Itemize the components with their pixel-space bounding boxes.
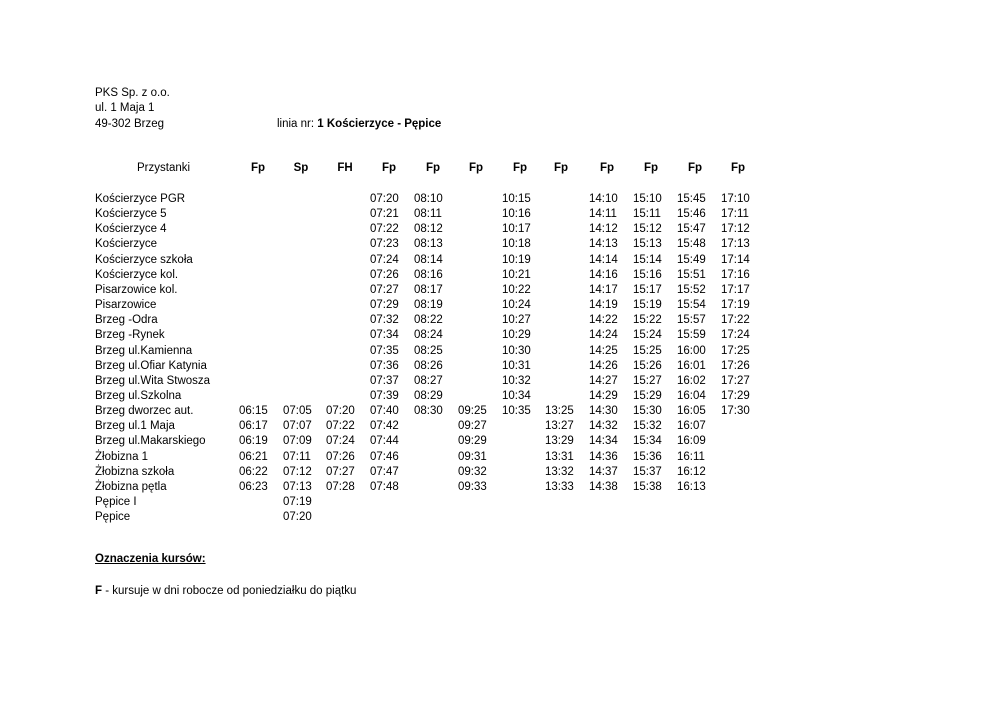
stop-name: Brzeg ul.Ofiar Katynia xyxy=(95,360,207,372)
departure-time: 15:10 xyxy=(633,193,662,205)
departure-time: 10:32 xyxy=(502,375,531,387)
stop-name: Brzeg ul.Kamienna xyxy=(95,345,193,357)
departure-time: 07:20 xyxy=(370,193,399,205)
departure-time: 10:31 xyxy=(502,360,531,372)
line-label xyxy=(277,117,441,132)
departure-time: 15:51 xyxy=(677,269,706,281)
column-header: Fp xyxy=(250,162,266,174)
departure-time: 14:17 xyxy=(589,284,618,296)
departure-time: 15:45 xyxy=(677,193,706,205)
departure-time: 08:24 xyxy=(414,329,443,341)
departure-time: 10:22 xyxy=(502,284,531,296)
departure-time: 13:32 xyxy=(545,466,574,478)
departure-time: 08:26 xyxy=(414,360,443,372)
departure-time: 16:12 xyxy=(677,466,706,478)
departure-time: 17:11 xyxy=(721,208,749,220)
departure-time: 09:25 xyxy=(458,405,487,417)
departure-time: 10:18 xyxy=(502,238,531,250)
departure-time: 07:37 xyxy=(370,375,399,387)
line-name: 1 Kościerzyce - Pępice xyxy=(317,118,442,130)
stop-name: Żłobizna szkoła xyxy=(95,466,175,478)
stop-name: Pisarzowice xyxy=(95,299,157,311)
column-header: Fp xyxy=(687,162,703,174)
departure-time: 15:27 xyxy=(633,375,662,387)
departure-time: 07:11 xyxy=(283,451,311,463)
departure-time: 07:20 xyxy=(326,405,355,417)
departure-time: 10:24 xyxy=(502,299,531,311)
departure-time: 14:38 xyxy=(589,481,618,493)
departure-time: 09:33 xyxy=(458,481,487,493)
departure-time: 07:28 xyxy=(326,481,355,493)
departure-time: 15:24 xyxy=(633,329,662,341)
departure-time: 15:49 xyxy=(677,254,706,266)
departure-time: 17:10 xyxy=(721,193,750,205)
company-street: ul. 1 Maja 1 xyxy=(95,102,155,114)
departure-time: 07:22 xyxy=(326,420,355,432)
departure-time: 15:30 xyxy=(633,405,662,417)
departure-time: 14:29 xyxy=(589,390,618,402)
departure-time: 07:34 xyxy=(370,329,399,341)
stop-name: Brzeg ul.1 Maja xyxy=(95,420,175,432)
departure-time: 08:16 xyxy=(414,269,443,281)
departure-time: 16:01 xyxy=(677,360,706,372)
departure-time: 10:35 xyxy=(502,405,531,417)
departure-time: 07:09 xyxy=(283,435,312,447)
departure-time: 14:11 xyxy=(589,208,617,220)
departure-time: 08:14 xyxy=(414,254,443,266)
departure-time: 08:30 xyxy=(414,405,443,417)
departure-time: 13:33 xyxy=(545,481,574,493)
line-prefix: linia nr: xyxy=(277,118,318,130)
departure-time: 06:21 xyxy=(239,451,268,463)
departure-time: 14:32 xyxy=(589,420,618,432)
legend-code: F xyxy=(95,585,103,597)
departure-time: 14:27 xyxy=(589,375,618,387)
departure-time: 08:29 xyxy=(414,390,443,402)
departure-time: 14:30 xyxy=(589,405,618,417)
column-header: FH xyxy=(337,162,353,174)
departure-time: 07:19 xyxy=(283,496,312,508)
stop-name: Brzeg -Rynek xyxy=(95,329,165,341)
departure-time: 14:25 xyxy=(589,345,618,357)
departure-time: 15:48 xyxy=(677,238,706,250)
stop-name: Pisarzowice kol. xyxy=(95,284,178,296)
departure-time: 07:36 xyxy=(370,360,399,372)
company-name: PKS Sp. z o.o. xyxy=(95,87,170,99)
departure-time: 10:19 xyxy=(502,254,531,266)
stop-name: Kościerzyce szkoła xyxy=(95,254,193,266)
departure-time: 15:13 xyxy=(633,238,662,250)
legend-item xyxy=(95,585,356,597)
departure-time: 08:27 xyxy=(414,375,443,387)
departure-time: 07:32 xyxy=(370,314,399,326)
column-header: Sp xyxy=(293,162,309,174)
departure-time: 14:34 xyxy=(589,435,618,447)
departure-time: 06:17 xyxy=(239,420,268,432)
departure-time: 06:23 xyxy=(239,481,268,493)
departure-time: 07:27 xyxy=(370,284,399,296)
departure-time: 17:27 xyxy=(721,375,750,387)
departure-time: 15:26 xyxy=(633,360,662,372)
departure-time: 07:29 xyxy=(370,299,399,311)
departure-time: 08:22 xyxy=(414,314,443,326)
departure-time: 09:29 xyxy=(458,435,487,447)
departure-time: 07:05 xyxy=(283,405,312,417)
departure-time: 13:31 xyxy=(545,451,574,463)
stop-name: Pępice xyxy=(95,511,131,523)
departure-time: 15:17 xyxy=(633,284,662,296)
column-header: Fp xyxy=(599,162,615,174)
departure-time: 07:26 xyxy=(370,269,399,281)
departure-time: 07:46 xyxy=(370,451,399,463)
departure-time: 06:22 xyxy=(239,466,268,478)
departure-time: 07:35 xyxy=(370,345,399,357)
departure-time: 07:26 xyxy=(326,451,355,463)
departure-time: 07:24 xyxy=(370,254,399,266)
departure-time: 15:57 xyxy=(677,314,706,326)
departure-time: 07:42 xyxy=(370,420,399,432)
departure-time: 07:39 xyxy=(370,390,399,402)
departure-time: 16:05 xyxy=(677,405,706,417)
departure-time: 07:20 xyxy=(283,511,312,523)
column-header: Fp xyxy=(643,162,659,174)
departure-time: 15:12 xyxy=(633,223,662,235)
departure-time: 14:13 xyxy=(589,238,618,250)
departure-time: 10:15 xyxy=(502,193,531,205)
departure-time: 14:22 xyxy=(589,314,618,326)
departure-time: 13:25 xyxy=(545,405,574,417)
column-header: Fp xyxy=(381,162,397,174)
stop-name: Kościerzyce PGR xyxy=(95,193,186,205)
departure-time: 17:12 xyxy=(721,223,750,235)
departure-time: 10:30 xyxy=(502,345,531,357)
departure-time: 17:22 xyxy=(721,314,750,326)
departure-time: 17:26 xyxy=(721,360,750,372)
departure-time: 15:11 xyxy=(633,208,661,220)
departure-time: 10:27 xyxy=(502,314,531,326)
column-header: Fp xyxy=(468,162,484,174)
departure-time: 17:25 xyxy=(721,345,750,357)
departure-time: 14:36 xyxy=(589,451,618,463)
departure-time: 08:17 xyxy=(414,284,443,296)
stop-name: Kościerzyce 4 xyxy=(95,223,167,235)
column-header: Fp xyxy=(512,162,528,174)
departure-time: 15:32 xyxy=(633,420,662,432)
departure-time: 14:14 xyxy=(589,254,618,266)
departure-time: 07:22 xyxy=(370,223,399,235)
departure-time: 07:40 xyxy=(370,405,399,417)
departure-time: 15:29 xyxy=(633,390,662,402)
departure-time: 08:25 xyxy=(414,345,443,357)
departure-time: 16:13 xyxy=(677,481,706,493)
departure-time: 16:04 xyxy=(677,390,706,402)
departure-time: 15:52 xyxy=(677,284,706,296)
departure-time: 15:34 xyxy=(633,435,662,447)
departure-time: 14:24 xyxy=(589,329,618,341)
departure-time: 07:07 xyxy=(283,420,312,432)
column-header: Fp xyxy=(425,162,441,174)
departure-time: 07:27 xyxy=(326,466,355,478)
departure-time: 06:15 xyxy=(239,405,268,417)
departure-time: 15:38 xyxy=(633,481,662,493)
departure-time: 07:44 xyxy=(370,435,399,447)
departure-time: 06:19 xyxy=(239,435,268,447)
departure-time: 09:27 xyxy=(458,420,487,432)
departure-time: 16:00 xyxy=(677,345,706,357)
departure-time: 14:37 xyxy=(589,466,618,478)
departure-time: 15:47 xyxy=(677,223,706,235)
departure-time: 15:22 xyxy=(633,314,662,326)
departure-time: 10:34 xyxy=(502,390,531,402)
departure-time: 15:36 xyxy=(633,451,662,463)
departure-time: 15:59 xyxy=(677,329,706,341)
departure-time: 15:37 xyxy=(633,466,662,478)
departure-time: 07:13 xyxy=(283,481,312,493)
departure-time: 10:16 xyxy=(502,208,531,220)
stop-name: Kościerzyce kol. xyxy=(95,269,179,281)
departure-time: 08:12 xyxy=(414,223,443,235)
departure-time: 08:10 xyxy=(414,193,443,205)
departure-time: 08:13 xyxy=(414,238,443,250)
legend-title: Oznaczenia kursów: xyxy=(95,553,206,565)
column-header: Fp xyxy=(730,162,746,174)
legend-text: - kursuje w dni robocze od poniedziałku do piątku xyxy=(102,585,357,597)
stop-name: Brzeg dworzec aut. xyxy=(95,405,194,417)
stops-header: Przystanki xyxy=(137,162,191,174)
departure-time: 16:07 xyxy=(677,420,706,432)
departure-time: 07:12 xyxy=(283,466,312,478)
departure-time: 10:21 xyxy=(502,269,531,281)
departure-time: 14:10 xyxy=(589,193,618,205)
departure-time: 16:11 xyxy=(677,451,705,463)
departure-time: 17:29 xyxy=(721,390,750,402)
stop-name: Kościerzyce xyxy=(95,238,157,250)
departure-time: 17:13 xyxy=(721,238,750,250)
departure-time: 08:11 xyxy=(414,208,442,220)
departure-time: 07:47 xyxy=(370,466,399,478)
departure-time: 14:26 xyxy=(589,360,618,372)
departure-time: 15:14 xyxy=(633,254,662,266)
stop-name: Żłobizna pętla xyxy=(95,481,167,493)
departure-time: 17:16 xyxy=(721,269,750,281)
departure-time: 07:23 xyxy=(370,238,399,250)
departure-time: 09:31 xyxy=(458,451,487,463)
departure-time: 16:09 xyxy=(677,435,706,447)
departure-time: 14:16 xyxy=(589,269,618,281)
departure-time: 17:14 xyxy=(721,254,750,266)
departure-time: 07:48 xyxy=(370,481,399,493)
stop-name: Żłobizna 1 xyxy=(95,451,149,463)
departure-time: 14:12 xyxy=(589,223,618,235)
departure-time: 17:17 xyxy=(721,284,750,296)
departure-time: 15:19 xyxy=(633,299,662,311)
departure-time: 13:29 xyxy=(545,435,574,447)
departure-time: 10:17 xyxy=(502,223,531,235)
departure-time: 08:19 xyxy=(414,299,443,311)
departure-time: 17:19 xyxy=(721,299,750,311)
departure-time: 10:29 xyxy=(502,329,531,341)
departure-time: 14:19 xyxy=(589,299,618,311)
departure-time: 17:30 xyxy=(721,405,750,417)
departure-time: 13:27 xyxy=(545,420,574,432)
stop-name: Brzeg -Odra xyxy=(95,314,158,326)
column-header: Fp xyxy=(553,162,569,174)
departure-time: 07:24 xyxy=(326,435,355,447)
stop-name: Brzeg ul.Szkolna xyxy=(95,390,182,402)
departure-time: 16:02 xyxy=(677,375,706,387)
departure-time: 15:54 xyxy=(677,299,706,311)
departure-time: 17:24 xyxy=(721,329,750,341)
departure-time: 15:25 xyxy=(633,345,662,357)
stop-name: Brzeg ul.Makarskiego xyxy=(95,435,206,447)
stop-name: Brzeg ul.Wita Stwosza xyxy=(95,375,211,387)
stop-name: Pępice I xyxy=(95,496,137,508)
stop-name: Kościerzyce 5 xyxy=(95,208,167,220)
company-city: 49-302 Brzeg xyxy=(95,118,165,130)
departure-time: 15:46 xyxy=(677,208,706,220)
departure-time: 07:21 xyxy=(370,208,399,220)
departure-time: 09:32 xyxy=(458,466,487,478)
departure-time: 15:16 xyxy=(633,269,662,281)
